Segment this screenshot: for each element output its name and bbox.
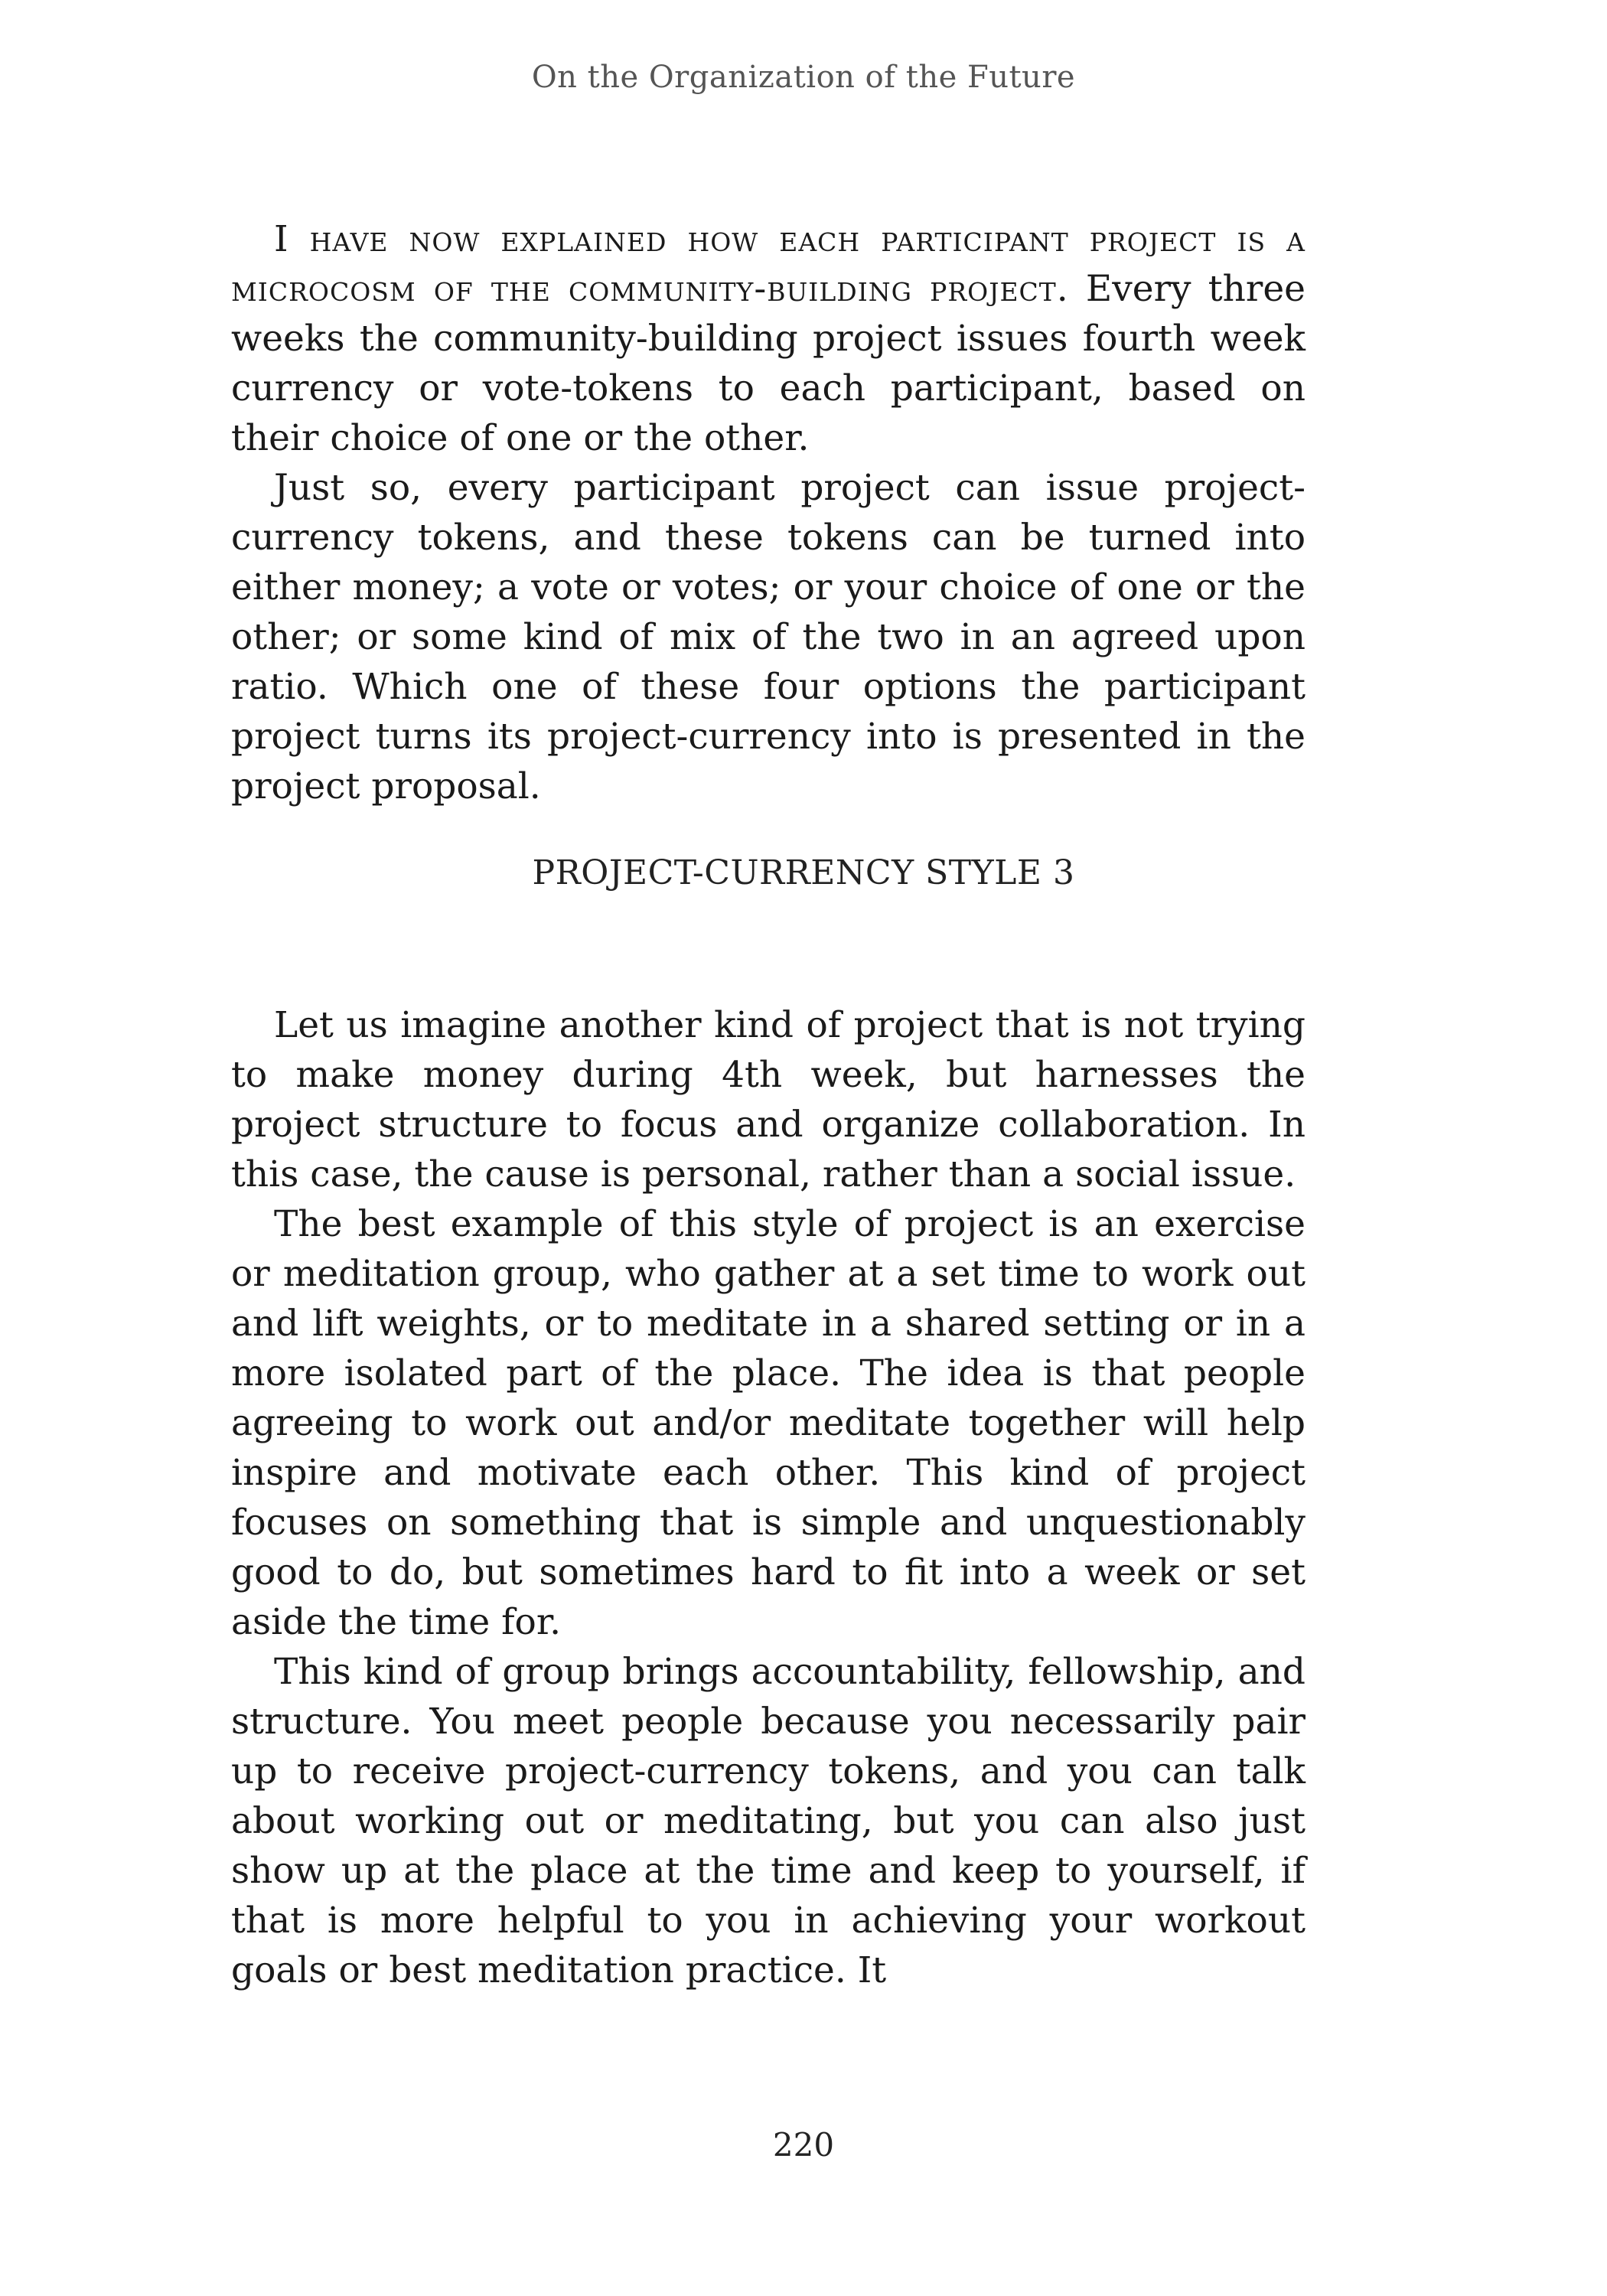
page-number: 220: [772, 2126, 835, 2164]
section-heading: PROJECT-CURRENCY STYLE 3: [532, 853, 1075, 892]
body-text-upper: [231, 214, 1305, 811]
lead-in-smallcaps: I have now explained how each participant project is a microcosm of the community-building project.: [231, 218, 1305, 310]
paragraph: Let us imagine another kind of project that is not trying to make money during 4th week, but harnesses the project structure to focus and organize collaboration. In this case, the cause is personal, rather than a social issue.: [231, 1004, 1305, 1195]
body-text-lower: [231, 1000, 1305, 1995]
paragraph-text: Every three weeks the community-building project issues fourth week currency or vote-tokens to each participant, based on their choice of one or the other.: [231, 268, 1305, 459]
paragraph: This kind of group brings accountability, fellowship, and structure. You meet people because you necessarily pair up to receive project-currency tokens, and you can talk about working out or meditating, but you can also just show up at the place at the time and keep to yourself, if that is more helpful to you in achieving your workout goals or best meditation practice. It: [231, 1651, 1305, 1991]
paragraph: Just so, every participant project can issue project-currency tokens, and these tokens can be turned into either money; a vote or votes; or your choice of one or the other; or some kind of mix of the two in an agreed upon ratio. Which one of these four options the participant project turns its project-currency into is presented in the project proposal.: [231, 467, 1305, 807]
paragraph: The best example of this style of project is an exercise or meditation group, who gather at a set time to work out and lift weights, or to meditate in a shared setting or in a more isolated part of the place. The idea is that people agreeing to work out and/or meditate together will help inspire and motivate each other. This kind of project focuses on something that is simple and unquestionably good to do, but sometimes hard to fit into a week or set aside the time for.: [231, 1203, 1305, 1643]
running-head: On the Organization of the Future: [531, 60, 1076, 95]
paragraph: [231, 214, 1305, 463]
